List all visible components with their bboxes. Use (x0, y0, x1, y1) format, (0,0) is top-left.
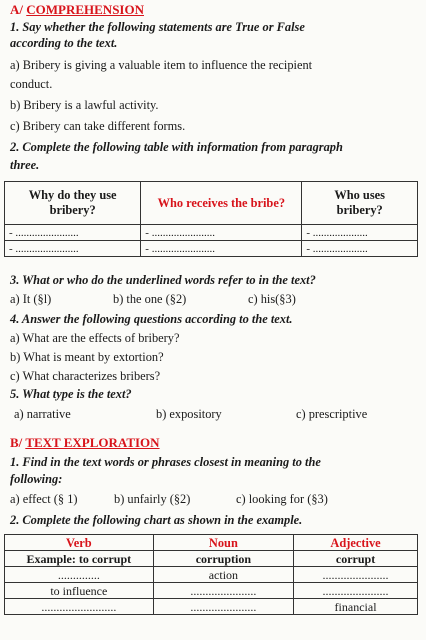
cell-verb[interactable]: .............. (5, 567, 154, 583)
q4-question-c: c) What characterizes bribers? (10, 369, 161, 383)
bribery-header-who-receives: Who receives the bribe? (141, 182, 302, 225)
q1-statement-c: c) Bribery can take different forms. (10, 119, 186, 133)
cell-adjective[interactable]: ...................... (294, 567, 418, 583)
table-row (5, 567, 418, 583)
table-row (5, 583, 418, 599)
bribery-header-who-uses: Who uses bribery? (302, 182, 418, 225)
bribery-table-header-row (5, 182, 418, 225)
q5-option-a: a) narrative (14, 407, 71, 421)
word-forms-header-row (5, 535, 418, 551)
q5-option-c: c) prescriptive (296, 407, 368, 421)
q1-text-line2: according to the text. (10, 36, 118, 50)
q3-text: 3. What or who do the underlined words refer to in the text? (10, 273, 316, 287)
q3-options (10, 292, 296, 307)
b-q2-text: 2. Complete the following chart as shown in the example. (10, 513, 303, 527)
cell-verb: to influence (5, 583, 154, 599)
cell-noun: action (153, 567, 293, 583)
q3-option-c: c) his(§3) (248, 292, 296, 306)
q2-text-line2: three. (10, 158, 40, 172)
header-noun: Noun (153, 535, 293, 551)
blank-cell[interactable]: - ....................... (141, 225, 302, 241)
b-q1-option-c: c) looking for (§3) (236, 492, 328, 506)
q2-text-line1: 2. Complete the following table with information from paragraph (10, 140, 343, 154)
q4-text: 4. Answer the following questions according to the text. (10, 312, 293, 326)
word-forms-chart (4, 534, 418, 615)
b-q1-text-line2: following: (10, 472, 63, 486)
q5-option-b: b) expository (156, 407, 222, 421)
q1-statement-b: b) Bribery is a lawful activity. (10, 98, 159, 112)
blank-cell[interactable]: - ....................... (5, 241, 141, 257)
q1-statement-a-line1: a) Bribery is giving a valuable item to influence the recipient (10, 58, 313, 72)
section-a-title: A/ COMPREHENSION (10, 2, 144, 17)
b-q1-text-line1: 1. Find in the text words or phrases closest in meaning to the (10, 455, 321, 469)
bribery-table (4, 181, 418, 257)
blank-cell[interactable]: - .................... (302, 225, 418, 241)
header-verb: Verb (5, 535, 154, 551)
b-q1-options (10, 492, 328, 507)
b-q1-option-a: a) effect (§ 1) (10, 492, 78, 506)
table-row (5, 551, 418, 567)
q3-option-a: a) It (§l) (10, 292, 52, 306)
cell-adjective: corrupt (294, 551, 418, 567)
cell-noun: corruption (153, 551, 293, 567)
blank-cell[interactable]: - ....................... (141, 241, 302, 257)
table-row (5, 241, 418, 257)
cell-adjective: financial (294, 599, 418, 615)
cell-adjective[interactable]: ...................... (294, 583, 418, 599)
blank-cell[interactable]: - ....................... (5, 225, 141, 241)
q3-option-b: b) the one (§2) (113, 292, 187, 306)
cell-noun[interactable]: ...................... (153, 599, 293, 615)
cell-noun[interactable]: ...................... (153, 583, 293, 599)
table-row (5, 225, 418, 241)
header-adjective: Adjective (294, 535, 418, 551)
cell-verb[interactable]: ......................... (5, 599, 154, 615)
table-row (5, 599, 418, 615)
q1-text-line1: 1. Say whether the following statements are True or False (10, 20, 305, 34)
b-q1-option-b: b) unfairly (§2) (114, 492, 191, 506)
q5-text: 5. What type is the text? (10, 387, 132, 401)
q4-question-b: b) What is meant by extortion? (10, 350, 164, 364)
q4-question-a: a) What are the effects of bribery? (10, 331, 180, 345)
q1-statement-a-line2: conduct. (10, 77, 53, 91)
section-b-title: B/ TEXT EXPLORATION (10, 435, 160, 450)
bribery-header-why: Why do they use bribery? (5, 182, 141, 225)
blank-cell[interactable]: - .................... (302, 241, 418, 257)
cell-verb: Example: to corrupt (5, 551, 154, 567)
q5-options (14, 407, 368, 422)
